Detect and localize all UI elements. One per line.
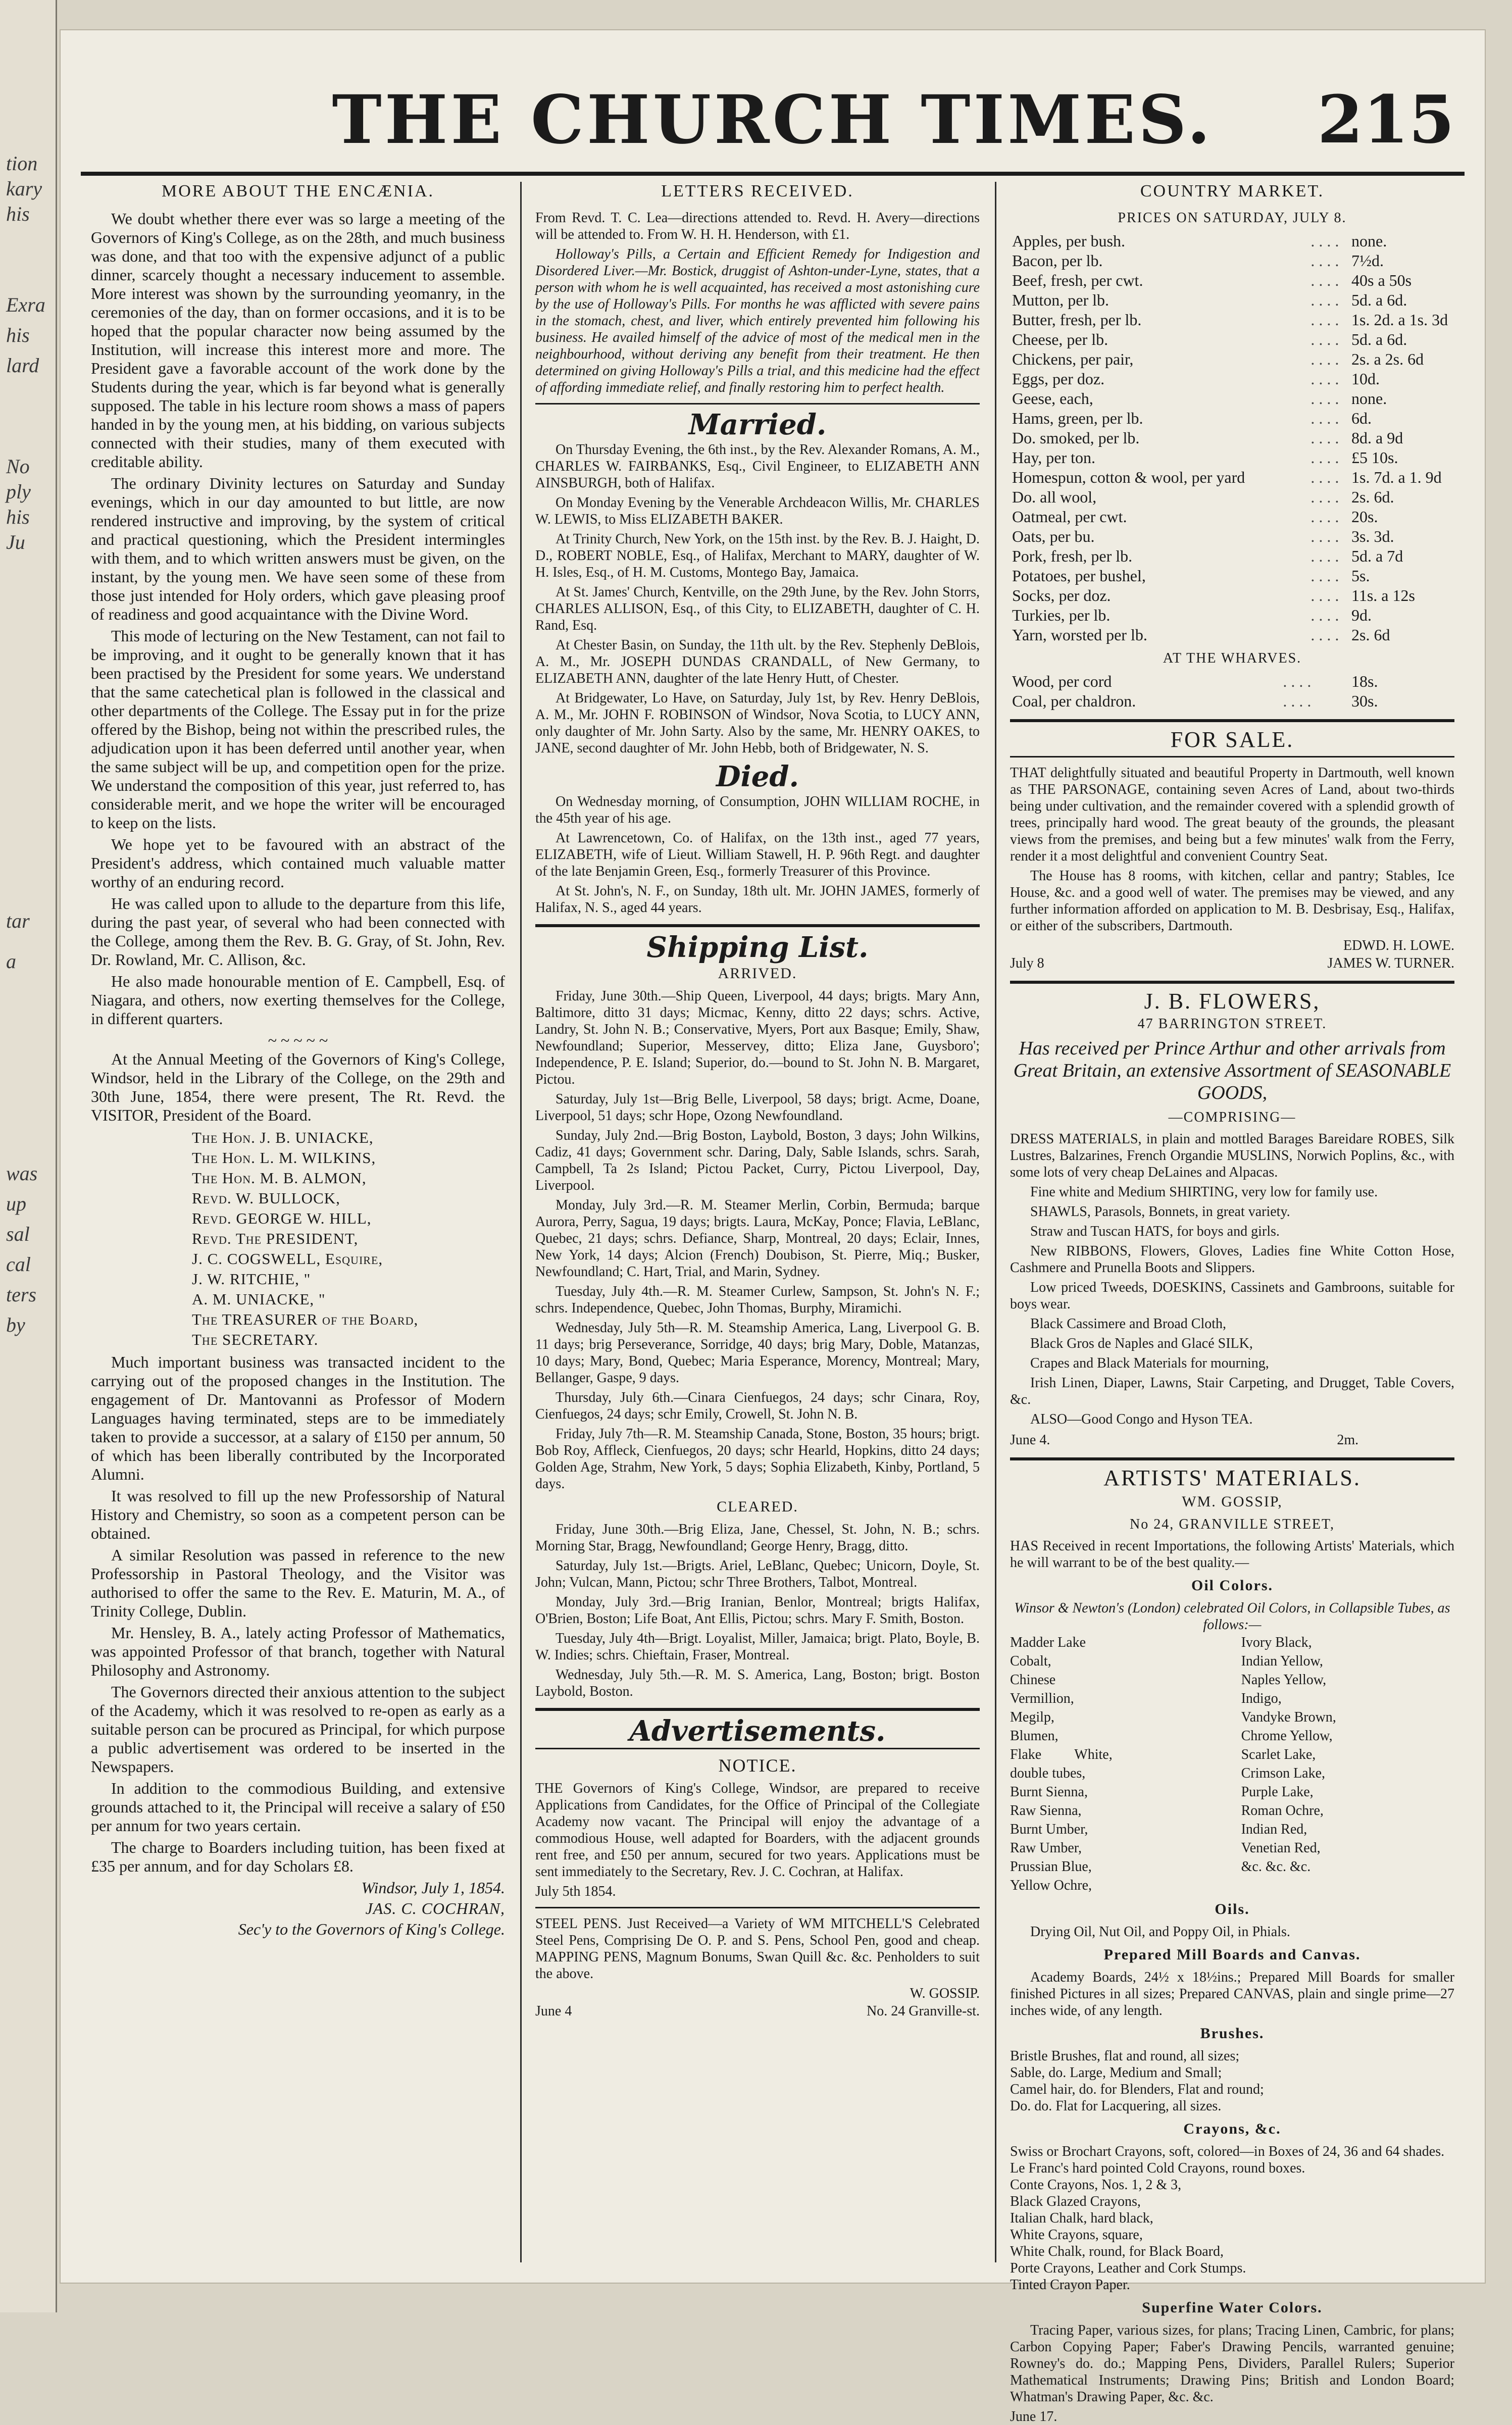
leader-dots: . . . .	[1311, 567, 1339, 585]
arrival-entry: Monday, July 3rd.—R. M. Steamer Merlin, Corbin, Bermuda; barque Aurora, Perry, Sagua, 19 days; brigts. Laura, McKay, Ponce; Flavia, LeBlanc, Quebec, 21 days; schrs. Defiance, Sharp, Montreal, 20 days; Eclair, Innes, New York, 14 days; Alcion (French) Doubison, St. Pierre, Miq.; Busker, Newfoundland; C. Hart, Trial, and Marin, Sydney.	[535, 1197, 980, 1280]
marriage-notice: At St. James' Church, Kentville, on the 29th June, by the Rev. John Storrs, CHARLES ALLISON, Esq., of this City, to ELIZABETH, daughter of C. H. Rand, Esq.	[535, 584, 980, 633]
price-row	[1010, 349, 1454, 369]
crayon-item: White Chalk, round, for Black Board,	[1010, 2244, 1224, 2259]
leader-dots: . . . .	[1311, 626, 1339, 644]
price-item: Bacon, per lb.	[1012, 251, 1103, 270]
strip-fragment: up	[6, 1192, 26, 1215]
price-value: 5d. a 6d.	[1351, 330, 1407, 348]
gossip-address: No 24, GRANVILLE STREET,	[1130, 1517, 1335, 1532]
crayon-item: Black Glazed Crayons,	[1010, 2194, 1141, 2209]
price-value: 5d. a 7d	[1351, 547, 1403, 565]
for-sale-text: The House has 8 rooms, with kitchen, cellar and pantry; Stables, Ice House, &c. and a good well of water. The premises may be viewed, and any further information afforded on application to M. B. Desbrisay, Esq., Halifax, or either of the subscribers, Dartmouth.	[1010, 868, 1454, 934]
arrived-heading: ARRIVED.	[718, 965, 797, 982]
price-value: 6d.	[1351, 409, 1372, 427]
price-item: Yarn, worsted per lb.	[1012, 626, 1147, 644]
price-item: Pork, fresh, per lb.	[1012, 547, 1133, 565]
color-item: Flake White, double tubes,	[1010, 1747, 1113, 1781]
flowers-item: Irish Linen, Diaper, Lawns, Stair Carpeting, and Drugget, Table Covers, &c.	[1010, 1375, 1454, 1407]
price-row	[1010, 409, 1454, 428]
strip-fragment: his	[6, 203, 30, 225]
price-value: none.	[1351, 232, 1387, 250]
crayon-item: Tinted Crayon Paper.	[1010, 2277, 1130, 2293]
crayon-item: Italian Chalk, hard black,	[1010, 2210, 1153, 2226]
steel-pens-address: No. 24 Granville-st.	[867, 2003, 980, 2019]
strip-fragment: kary	[6, 177, 42, 200]
price-value: 1s. 7d. a 1. 9d	[1351, 468, 1442, 486]
marriage-notice: At Trinity Church, New York, on the 15th inst. by the Rev. B. J. Haight, D. D., ROBERT NOBLE, Esq., of Halifax, Merchant to MARY, daughter of W. H. Isles, Esq., of H. M. Customs, Montego Bay, Jamaica.	[535, 531, 980, 580]
price-value: 10d.	[1351, 370, 1380, 388]
article-paragraph: A similar Resolution was passed in reference to the new Professorship in Pastoral Theology, and the Visitor was authorised to offer the same to the Rev. E. Maturin, M. A., of Trinity College, Dublin.	[91, 1546, 505, 1620]
color-item: Burnt Sienna,	[1010, 1784, 1088, 1800]
leader-dots: . . . .	[1311, 508, 1339, 526]
price-row	[1010, 527, 1454, 546]
price-value: 20s.	[1351, 508, 1378, 526]
price-item: Do. all wool,	[1012, 488, 1097, 506]
color-item: Venetian Red,	[1241, 1840, 1321, 1856]
masthead	[61, 71, 1485, 167]
brush-item: Camel hair, do. for Blenders, Flat and round;	[1010, 2082, 1264, 2097]
steel-pens-ad: STEEL PENS. Just Received—a Variety of WM MITCHELL'S Celebrated Steel Pens, Comprising De O. P. and S. Pens, School Pen, good and cheap. MAPPING PENS, Magnum Bonums, Swan Quill &c. &c. Penholders to suit the above.	[535, 1916, 980, 1982]
price-row	[1010, 428, 1454, 448]
flowers-item: Black Gros de Naples and Glacé SILK,	[1030, 1336, 1253, 1351]
artists-heading: ARTISTS' MATERIALS.	[1103, 1466, 1361, 1490]
signatory-title: Sec'y to the Governors of King's College.	[238, 1920, 505, 1938]
price-row	[1010, 310, 1454, 330]
price-item: Turkies, per lb.	[1012, 606, 1111, 624]
color-item: Yellow Ochre,	[1010, 1878, 1092, 1893]
color-item: Vandyke Brown,	[1241, 1709, 1336, 1725]
leader-dots: . . . .	[1311, 232, 1339, 250]
price-value: 2s. a 2s. 6d	[1351, 350, 1424, 368]
price-value: 5d. a 6d.	[1351, 291, 1407, 309]
price-value: 9d.	[1351, 606, 1372, 624]
flowers-date: June 4.	[1010, 1432, 1050, 1448]
colors-list	[1010, 1633, 1454, 1895]
brush-item: Bristle Brushes, flat and round, all sizes;	[1010, 2048, 1240, 2064]
leader-dots: . . . .	[1311, 370, 1339, 388]
article-heading: MORE ABOUT THE ENCÆNIA.	[162, 182, 434, 200]
leader-dots: . . . .	[1311, 468, 1339, 486]
color-item: &c. &c. &c.	[1241, 1859, 1311, 1875]
steel-pens-footer	[535, 2002, 980, 2020]
holloway-notice: Holloway's Pills, a Certain and Efficient Remedy for Indigestion and Disordered Liver.—Mr. Bostick, druggist of Ashton-under-Lyne, states, that a person with whom he is well acquainted, has received a most astonishing cure by the use of Holloway's Pills. For months he was afflicted with severe pains in the stomach, chest, and liver, which entirely prevented him following his business. He availed himself of the advice of most of the medical men in the neighbourhood, without deriving any benefit from their treatment. He then determined on giving Holloway's Pills a trial, and this medicine had the effect of affording immediate relief, and finally restoring him to perfect health.	[535, 246, 980, 395]
marriage-notice: At Chester Basin, on Sunday, the 11th ult. by the Rev. Stephenly DeBlois, A. M., Mr. JOSEPH DUNDAS CRANDALL, of New Germany, to ELIZABETH ANN, daughter of the late Henry Hutt, of Chester.	[535, 637, 980, 686]
flowers-item: ALSO—Good Congo and Hyson TEA.	[1030, 1411, 1253, 1427]
crayon-item: Conte Crayons, Nos. 1, 2 & 3,	[1010, 2177, 1182, 2193]
leader-dots: . . . .	[1283, 672, 1312, 690]
article-paragraph: He was called upon to allude to the departure from this life, during the past year, of several who had been connected with the College, among them the Rev. B. G. Gray, of St. John, Rev. Dr. Rowland, Mr. C. Allison, &c.	[91, 894, 505, 969]
price-value: 30s.	[1351, 692, 1378, 710]
arrival-entry: Saturday, July 1st—Brig Belle, Liverpool, 58 days; brigt. Acme, Doane, Liverpool, 51 days; schr Hope, Ozong Newfoundland.	[535, 1091, 980, 1124]
strip-fragment: No	[6, 455, 30, 478]
price-item: Wood, per cord	[1012, 672, 1112, 690]
article-paragraph: The Governors directed their anxious attention to the subject of the Academy, which it was resolved to re-open as early as a suitable person can be procured as Principal, for which purpose a public advertisement was ordered to be inserted in the Newspapers.	[91, 1683, 505, 1776]
gossip-intro: HAS Received in recent Importations, the following Artists' Materials, which he will warrant to be of the best quality.—	[1010, 1538, 1454, 1571]
governor-name: The Hon. L. M. WILKINS,	[192, 1149, 376, 1167]
for-sale-footer	[1010, 954, 1454, 973]
color-item: Indian Red,	[1241, 1822, 1307, 1837]
strip-fragment: cal	[6, 1253, 31, 1276]
marriage-notice: At Bridgewater, Lo Have, on Saturday, July 1st, by Rev. Henry DeBlois, A. M., Mr. JOHN F. ROBINSON of Windsor, Nova Scotia, to LUCY ANN, only daughter of Mr. John Sarty. Also by the same, Mr. HENRY OAKES, to JANE, second daughter of Mr. John Hebb, both of Bridgewater, N. S.	[535, 690, 980, 756]
price-value: 8d. a 9d	[1351, 429, 1403, 447]
price-value: 18s.	[1351, 672, 1378, 690]
clearance-entry: Saturday, July 1st.—Brigts. Ariel, LeBlanc, Quebec; Unicorn, Doyle, St. John; Vulcan, Mann, Pictou; schr Three Brothers, Talbot, Montreal.	[535, 1558, 980, 1590]
price-item: Apples, per bush.	[1012, 232, 1125, 250]
governor-name: The TREASURER of the Board,	[192, 1310, 419, 1328]
newspaper-page	[61, 30, 1485, 2424]
price-item: Cheese, per lb.	[1012, 330, 1108, 348]
arrival-entry: Friday, July 7th—R. M. Steamship Canada, Stone, Boston, 35 hours; brigt. Bob Roy, Affleck, Cienfuegos, 20 days; schr Hearld, Hopkins, ditto 24 days; Golden Age, Strahm, New York, 5 days; Sophia Elizabeth, Kinby, Portland, 5 days.	[535, 1426, 980, 1492]
color-item: Blumen,	[1010, 1728, 1059, 1744]
flowers-item: New RIBBONS, Flowers, Gloves, Ladies fine White Cotton Hose, Cashmere and Prunella Boots and Slippers.	[1010, 1243, 1454, 1276]
brushes-list	[1010, 2048, 1454, 2114]
article-paragraph: He also made honourable mention of E. Campbell, Esq. of Niagara, and others, now exerting themselves for the College, in different quarters.	[91, 972, 505, 1028]
column-divider	[995, 182, 996, 2262]
leader-dots: . . . .	[1311, 389, 1339, 408]
clearance-entry: Monday, July 3rd.—Brig Iranian, Benlor, Montreal; brigts Halifax, O'Brien, Boston; Life Boat, Ant Ellis, Pictou; schrs. Mary F. Smith, Boston.	[535, 1594, 980, 1627]
color-item: Ivory Black,	[1241, 1635, 1312, 1650]
governor-name: The Hon. M. B. ALMON,	[192, 1169, 367, 1187]
flowers-address: 47 BARRINGTON STREET.	[1137, 1016, 1327, 1032]
flowers-item: Straw and Tuscan HATS, for boys and girls.	[1030, 1224, 1280, 1239]
steel-pens-date: June 4	[535, 2003, 572, 2019]
column-encaenia	[91, 182, 505, 2262]
price-item: Beef, fresh, per cwt.	[1012, 271, 1143, 289]
price-item: Mutton, per lb.	[1012, 291, 1109, 309]
flowers-item: DRESS MATERIALS, in plain and mottled Barages Bareidare ROBES, Silk Lustres, Balzarines, French Organdie MUSLINS, Norwich Poplins, &c., with some lots of very cheap DeLaines and Alpacas.	[1010, 1131, 1454, 1180]
strip-fragment: by	[6, 1313, 25, 1336]
price-row	[1010, 605, 1454, 625]
article-paragraph: The charge to Boarders including tuition, has been fixed at £35 per annum, and for day Scholars £8.	[91, 1838, 505, 1875]
governor-name: Revd. W. BULLOCK,	[192, 1189, 340, 1207]
leader-dots: . . . .	[1311, 409, 1339, 427]
market-heading: COUNTRY MARKET.	[1140, 182, 1325, 200]
crayons-heading: Crayons, &c.	[1183, 2120, 1281, 2137]
price-value: 40s a 50s	[1351, 271, 1412, 289]
price-item: Eggs, per doz.	[1012, 370, 1105, 388]
leader-dots: . . . .	[1311, 547, 1339, 565]
signatory: JAS. C. COCHRAN,	[365, 1899, 505, 1917]
price-row	[1010, 271, 1454, 290]
strip-fragment: his	[6, 506, 30, 528]
price-row	[1010, 231, 1454, 251]
price-item: Geese, each,	[1012, 389, 1093, 408]
leader-dots: . . . .	[1311, 311, 1339, 329]
married-heading: Married.	[688, 408, 827, 441]
color-item: Prussian Blue,	[1010, 1859, 1092, 1875]
color-item: Megilp,	[1010, 1709, 1054, 1725]
clearance-entry: Tuesday, July 4th—Brigt. Loyalist, Miller, Jamaica; brigt. Plato, Boyle, B. W. Indies; schrs. Chieftain, Fraser, Montreal.	[535, 1631, 980, 1663]
color-item: Cobalt,	[1010, 1653, 1051, 1669]
color-item: Naples Yellow,	[1241, 1672, 1327, 1688]
section-rule	[535, 924, 980, 927]
governor-name: The SECRETARY.	[192, 1331, 319, 1348]
strip-fragment: Exra	[6, 293, 45, 316]
price-row	[1010, 487, 1454, 507]
clearance-entry: Friday, June 30th.—Brig Eliza, Jane, Chessel, St. John, N. B.; schrs. Morning Star, Bragg, Newfoundland; George Henry, Bragg, ditto.	[535, 1522, 980, 1554]
article-paragraph: We hope yet to be favoured with an abstract of the President's address, which contained much valuable matter worthy of an enduring record.	[91, 835, 505, 891]
article-paragraph: Much important business was transacted incident to the carrying out of the proposed changes in the Institution. The engagement of Dr. Mantovanni as Professor of Modern Languages having terminated, steps are to be immediately taken to provide a successor, at a salary of £150 per annum, 50 of which has been liberally contributed by the Incorporated Alumni.	[91, 1353, 505, 1483]
color-item: Chrome Yellow,	[1241, 1728, 1333, 1744]
color-item: Purple Lake,	[1241, 1784, 1314, 1800]
price-value: 2s. 6d	[1351, 626, 1390, 644]
color-item: Indigo,	[1241, 1691, 1282, 1706]
gossip-name: WM. GOSSIP,	[1182, 1493, 1283, 1510]
crayon-item: Porte Crayons, Leather and Cork Stumps.	[1010, 2260, 1246, 2276]
price-row	[1010, 586, 1454, 605]
marriage-notice: On Thursday Evening, the 6th inst., by the Rev. Alexander Romans, A. M., CHARLES W. FAIRBANKS, Esq., Civil Engineer, to ELIZABETH ANN AINSBURGH, both of Halifax.	[535, 442, 980, 491]
article-paragraph: We doubt whether there ever was so large a meeting of the Governors of King's College, as on the 28th, and much business was done, and that too with the expensive adjunct of a public dinner, scarcely thought a necessary inducement to assemble. More interest was shown by the surrounding yeomanry, in the ceremonies of the day, than on former occasions, and it is to be hoped that the popular character now being assumed by the Institution, will increase this interest more and more. The President gave a favorable account of the work done by the Students during the year, which is far beyond what is generally supposed. The table in his lecture room shows a mass of papers handed in by the young men, at his bidding, on various subjects connected with their studies, many of them executed with creditable ability.	[91, 210, 505, 471]
price-value: 3s. 3d.	[1351, 527, 1394, 545]
newspaper-title: THE CHURCH TIMES.	[332, 81, 1214, 159]
leader-dots: . . . .	[1311, 429, 1339, 447]
article-paragraph: Mr. Hensley, B. A., lately acting Professor of Mathematics, was appointed Professor of that branch, together with Natural Philosophy and Astronomy.	[91, 1624, 505, 1679]
oils-heading: Oils.	[1215, 1901, 1250, 1917]
notice-date: July 5th 1854.	[535, 1884, 616, 1899]
leader-dots: . . . .	[1311, 527, 1339, 545]
price-item: Do. smoked, per lb.	[1012, 429, 1140, 447]
leader-dots: . . . .	[1283, 692, 1312, 710]
section-rule	[1010, 1457, 1454, 1460]
leader-dots: . . . .	[1311, 291, 1339, 309]
superfine-date: June 17.	[1010, 2409, 1057, 2424]
for-sale-signatory: EDWD. H. LOWE.	[1343, 938, 1454, 953]
colors-right-list	[1241, 1633, 1454, 1895]
strip-fragment: lard	[6, 354, 39, 377]
article-paragraph: It was resolved to fill up the new Professorship of Natural History and Chemistry, so soon as a competent person can be obtained.	[91, 1487, 505, 1542]
strip-fragment: a	[6, 950, 16, 973]
section-rule	[535, 1708, 980, 1711]
leader-dots: . . . .	[1311, 350, 1339, 368]
price-row	[1010, 330, 1454, 349]
price-value: 1s. 2d. a 1s. 3d	[1351, 311, 1448, 329]
price-row	[1010, 625, 1454, 645]
flowers-comprising: —COMPRISING—	[1168, 1109, 1296, 1125]
price-item: Oatmeal, per cwt.	[1012, 508, 1127, 526]
for-sale-signatory: JAMES W. TURNER.	[1327, 955, 1454, 971]
leader-dots: . . . .	[1311, 330, 1339, 348]
color-item: Crimson Lake,	[1241, 1765, 1326, 1781]
price-item: Butter, fresh, per lb.	[1012, 311, 1142, 329]
shipping-heading: Shipping List.	[646, 931, 869, 964]
governors-list	[192, 1128, 505, 1350]
price-row	[1010, 369, 1454, 389]
strip-fragment: sal	[6, 1223, 30, 1245]
price-value: none.	[1351, 389, 1387, 408]
price-row	[1010, 290, 1454, 310]
masthead-rule	[81, 172, 1465, 176]
color-item: Burnt Umber,	[1010, 1822, 1088, 1837]
price-item: Oats, per bu.	[1012, 527, 1095, 545]
color-item: Raw Sienna,	[1010, 1803, 1082, 1818]
article-paragraph: The ordinary Divinity lectures on Saturday and Sunday evenings, which in our day amounted to but little, are now rendered instructive and improving, by the system of critical and practical questioning, which the President intermingles with them, and to which written answers must be given, on the instant, by the young men. We have seen some of these from those just intended for Holy orders, which gave pleasing proof of readiness and good acquaintance with the Divine Word.	[91, 474, 505, 623]
crayon-item: Le Franc's hard pointed Cold Crayons, round boxes.	[1010, 2160, 1305, 2176]
crayon-item: White Crayons, square,	[1010, 2227, 1143, 2243]
notice-text: THE Governors of King's College, Windsor, are prepared to receive Applications from Candidates, for the Office of Principal of the Collegiate Academy now vacant. The Principal will enjoy the advantage of a commodious House, well adapted for Boarders, with the adjacent grounds rent free, and £50 per annum, secured for two years. Applications must be sent immediately to the Secretary, Rev. J. C. Cochran, at Halifax.	[535, 1781, 980, 1880]
brushes-heading: Brushes.	[1200, 2025, 1265, 2042]
article-paragraph: This mode of lecturing on the New Testament, can not fail to be improving, and it ought to be generally known that it has been practised by the President for some years. We understand that the same catechetical plan is followed in the classical and other departments of the College. The Essay put in for the prize offered by the Bishop, being not within the prescribed rules, the adjudication upon it has been deferred until another year, when the same subject will be up, and competition open for the prize. We understand the composition of this year, just referred to, has considerable merit, and we hope the writer will be encouraged to keep on the lists.	[91, 627, 505, 832]
arrival-entry: Tuesday, July 4th.—R. M. Steamer Curlew, Sampson, St. John's N. F.; schrs. Independence, Quebec, John Thomas, Burphy, Miramichi.	[535, 1284, 980, 1316]
for-sale-text: THAT delightfully situated and beautiful Property in Dartmouth, well known as THE PARSONAGE, containing seven Acres of Land, about two-thirds being under cultivation, and the remainder covered with a splendid growth of trees, principally hard wood. The great beauty of the grounds, the pleasant views from the premises, and being but a few minutes' walk from the Ferry, render it a most delightful and convenient Country Seat.	[1010, 765, 1454, 864]
died-heading: Died.	[716, 760, 799, 793]
price-item: Hams, green, per lb.	[1012, 409, 1143, 427]
dateline: Windsor, July 1, 1854.	[361, 1879, 505, 1897]
death-notice: On Wednesday morning, of Consumption, JOHN WILLIAM ROCHE, in the 45th year of his age.	[535, 794, 980, 826]
article-paragraph: In addition to the commodious Building, and extensive grounds attached to it, the Principal will receive a salary of £50 per annum for two years certain.	[91, 1779, 505, 1835]
brush-item: Sable, do. Large, Medium and Small;	[1010, 2065, 1222, 2081]
strip-fragment: tion	[6, 152, 38, 175]
flowers-item: Fine white and Medium SHIRTING, very low for family use.	[1030, 1184, 1378, 1200]
price-row	[1010, 507, 1454, 527]
price-item: Socks, per doz.	[1012, 586, 1111, 604]
flowers-item: Black Cassimere and Broad Cloth,	[1030, 1316, 1227, 1332]
crayon-item: Swiss or Brochart Crayons, soft, colored—in Boxes of 24, 36 and 64 shades.	[1010, 2144, 1445, 2159]
strip-fragment: Ju	[6, 531, 25, 553]
adjacent-page-strip	[0, 0, 57, 2312]
death-notice: At St. John's, N. F., on Sunday, 18th ult. Mr. JOHN JAMES, formerly of Halifax, N. S., aged 44 years.	[535, 883, 980, 916]
section-rule	[535, 403, 980, 405]
superfine-heading: Superfine Water Colors.	[1142, 2299, 1323, 2316]
wharves-table	[1010, 672, 1454, 711]
marriage-notice: On Monday Evening by the Venerable Archdeacon Willis, Mr. CHARLES W. LEWIS, to Miss ELIZABETH BAKER.	[535, 495, 980, 527]
strip-fragment: ters	[6, 1283, 36, 1306]
boards-heading: Prepared Mill Boards and Canvas.	[1103, 1946, 1361, 1963]
arrival-entry: Wednesday, July 5th—R. M. Steamship America, Lang, Liverpool G. B. 11 days; brig Perseverance, Sorridge, 40 days; brig Mary, Doble, Matanzas, 10 days; Mary, Bond, Quebec; Maria Esperance, Morency, Montreal; Mary, Bellanger, Gaspe, 9 days.	[535, 1320, 980, 1386]
strip-fragment: ply	[6, 480, 31, 503]
leader-dots: . . . .	[1311, 251, 1339, 270]
oil-colors-subheading: Winsor & Newton's (London) celebrated Oil Colors, in Collapsible Tubes, as follows:—	[1014, 1600, 1450, 1633]
leader-dots: . . . .	[1311, 448, 1339, 467]
governor-name: Revd. The PRESIDENT,	[192, 1230, 359, 1247]
death-notice: At Lawrencetown, Co. of Halifax, on the 13th inst., aged 77 years, ELIZABETH, wife of Lieut. William Stawell, H. P. 96th Regt. and daughter of the late Benjamin Green, Esq., formerly Treasurer of this Province.	[535, 830, 980, 879]
price-row	[1010, 251, 1454, 271]
price-row	[1010, 566, 1454, 586]
price-table	[1010, 231, 1454, 645]
price-item: Chickens, per pair,	[1012, 350, 1134, 368]
price-value: 7½d.	[1351, 251, 1384, 270]
leader-dots: . . . .	[1311, 271, 1339, 289]
advertisements-heading: Advertisements.	[629, 1714, 886, 1748]
price-item: Potatoes, per bushel,	[1012, 567, 1146, 585]
governor-name: Revd. GEORGE W. HILL,	[192, 1209, 372, 1227]
price-item: Coal, per chaldron.	[1012, 692, 1136, 710]
color-item: Scarlet Lake,	[1241, 1747, 1316, 1762]
price-row	[1010, 389, 1454, 409]
governor-name: J. C. COGSWELL, Esquire,	[192, 1250, 383, 1268]
governor-name: J. W. RITCHIE, "	[192, 1270, 311, 1288]
wharves-heading: AT THE WHARVES.	[1163, 650, 1302, 666]
section-ornament: ~ ~ ~ ~ ~	[268, 1031, 328, 1049]
strip-fragment: his	[6, 324, 30, 346]
crayons-list	[1010, 2143, 1454, 2293]
steel-pens-signatory: W. GOSSIP.	[910, 1986, 980, 2001]
price-item: Homespun, cotton & wool, per yard	[1012, 468, 1245, 486]
color-item: Madder Lake	[1010, 1635, 1086, 1650]
oils-text: Drying Oil, Nut Oil, and Poppy Oil, in Phials.	[1030, 1924, 1290, 1940]
boards-text: Academy Boards, 24½ x 18½ins.; Prepared Mill Boards for smaller finished Pictures in all sizes; Prepared CANVAS, plain and single prime—27 inches wide, of any length.	[1010, 1969, 1454, 2018]
article-paragraph: At the Annual Meeting of the Governors of King's College, Windsor, held in the Library of the College, on the 29th and 30th June, 1854, there were present, The Rt. Revd. the VISITOR, President of the Board.	[91, 1050, 505, 1124]
colors-left-list	[1010, 1633, 1223, 1895]
section-rule	[1010, 981, 1454, 984]
brush-item: Do. do. Flat for Lacquering, all sizes.	[1010, 2098, 1222, 2114]
for-sale-date: July 8	[1010, 955, 1044, 971]
price-row	[1010, 448, 1454, 468]
leader-dots: . . . .	[1311, 606, 1339, 624]
column-market-ads	[1010, 182, 1454, 2424]
clearance-entry: Wednesday, July 5th.—R. M. S. America, Lang, Boston; brigt. Boston Laybold, Boston.	[535, 1667, 980, 1699]
oil-colors-heading: Oil Colors.	[1191, 1577, 1273, 1594]
cleared-heading: CLEARED.	[717, 1498, 798, 1515]
price-value: 5s.	[1351, 567, 1370, 585]
superfine-text: Tracing Paper, various sizes, for plans; Tracing Linen, Cambric, for plans; Carbon Copying Paper; Faber's Drawing Pencils, warranted genuine; Rowney's do. do.; Mapping Pens, Dividers, Parallel Rulers; Superior Mathematical Instruments; Drawing Pins; British and London Board; Whatman's Drawing Paper, &c. &c.	[1010, 2322, 1454, 2405]
leader-dots: . . . .	[1311, 586, 1339, 604]
price-row	[1010, 546, 1454, 566]
letters-heading: LETTERS RECEIVED.	[661, 182, 854, 200]
governor-name: The Hon. J. B. UNIACKE,	[192, 1129, 374, 1146]
flowers-heading: J. B. FLOWERS,	[1144, 989, 1321, 1014]
flowers-item: Low priced Tweeds, DOESKINS, Cassinets and Gambroons, suitable for boys wear.	[1010, 1280, 1454, 1312]
flowers-duration: 2m.	[1337, 1432, 1359, 1448]
wharf-row	[1010, 672, 1454, 691]
color-item: Raw Umber,	[1010, 1840, 1082, 1856]
column-notices	[535, 182, 980, 2262]
market-subheading: PRICES ON SATURDAY, JULY 8.	[1118, 210, 1347, 226]
section-rule	[1010, 719, 1454, 722]
price-item: Hay, per ton.	[1012, 448, 1095, 467]
arrival-entry: Thursday, July 6th.—Cinara Cienfuegos, 24 days; schr Cinara, Roy, Cienfuegos, 24 days; schr Emily, Crowell, St. John N. B.	[535, 1390, 980, 1422]
strip-fragment: tar	[6, 910, 30, 932]
flowers-item: Crapes and Black Materials for mourning,	[1030, 1355, 1269, 1371]
letters-text: From Revd. T. C. Lea—directions attended to. Revd. H. Avery—directions will be attended to. From W. H. H. Henderson, with £1.	[535, 210, 980, 242]
strip-fragment: was	[6, 1162, 38, 1185]
notice-heading: NOTICE.	[718, 1755, 797, 1776]
flowers-footer	[1010, 1431, 1454, 1449]
price-value: 2s. 6d.	[1351, 488, 1394, 506]
flowers-item: SHAWLS, Parasols, Bonnets, in great variety.	[1030, 1204, 1290, 1220]
page-number: 215	[1317, 81, 1454, 158]
price-value: 11s. a 12s	[1351, 586, 1415, 604]
section-rule	[1010, 756, 1454, 757]
wharf-row	[1010, 691, 1454, 711]
color-item: Chinese Vermillion,	[1010, 1672, 1074, 1706]
price-value: £5 10s.	[1351, 448, 1398, 467]
leader-dots: . . . .	[1311, 488, 1339, 506]
color-item: Roman Ochre,	[1241, 1803, 1324, 1818]
color-item: Indian Yellow,	[1241, 1653, 1323, 1669]
section-rule	[535, 1748, 980, 1749]
price-row	[1010, 468, 1454, 487]
section-rule	[535, 1907, 980, 1908]
for-sale-heading: FOR SALE.	[1170, 727, 1294, 752]
governor-name: A. M. UNIACKE, "	[192, 1290, 326, 1308]
arrival-entry: Friday, June 30th.—Ship Queen, Liverpool, 44 days; brigts. Mary Ann, Baltimore, ditto 31 days; Micmac, Kenny, ditto 22 days; schrs. Active, Landry, St. John N. B.; Conservative, Myers, Port aux Basque; Emily, Shaw, Newfoundland; Superior, Messervey, ditto; Eliza Jane, Guysboro'; Independence, P. E. Island; Superior, do.—bound to St. John N. B. Margaret, Pictou.	[535, 988, 980, 1087]
flowers-announcement: Has received per Prince Arthur and other arrivals from Great Britain, an extensive Assortment of SEASONABLE GOODS,	[1013, 1038, 1451, 1103]
column-divider	[520, 182, 522, 2262]
arrival-entry: Sunday, July 2nd.—Brig Boston, Laybold, Boston, 3 days; John Wilkins, Cadiz, 41 days; Government schr. Daring, Daly, Sable Islands, schrs. Sarah, Campbell, Ta 2s Island; Pictou Packet, Curry, Pictou Liverpool, Day, Liverpool.	[535, 1128, 980, 1193]
